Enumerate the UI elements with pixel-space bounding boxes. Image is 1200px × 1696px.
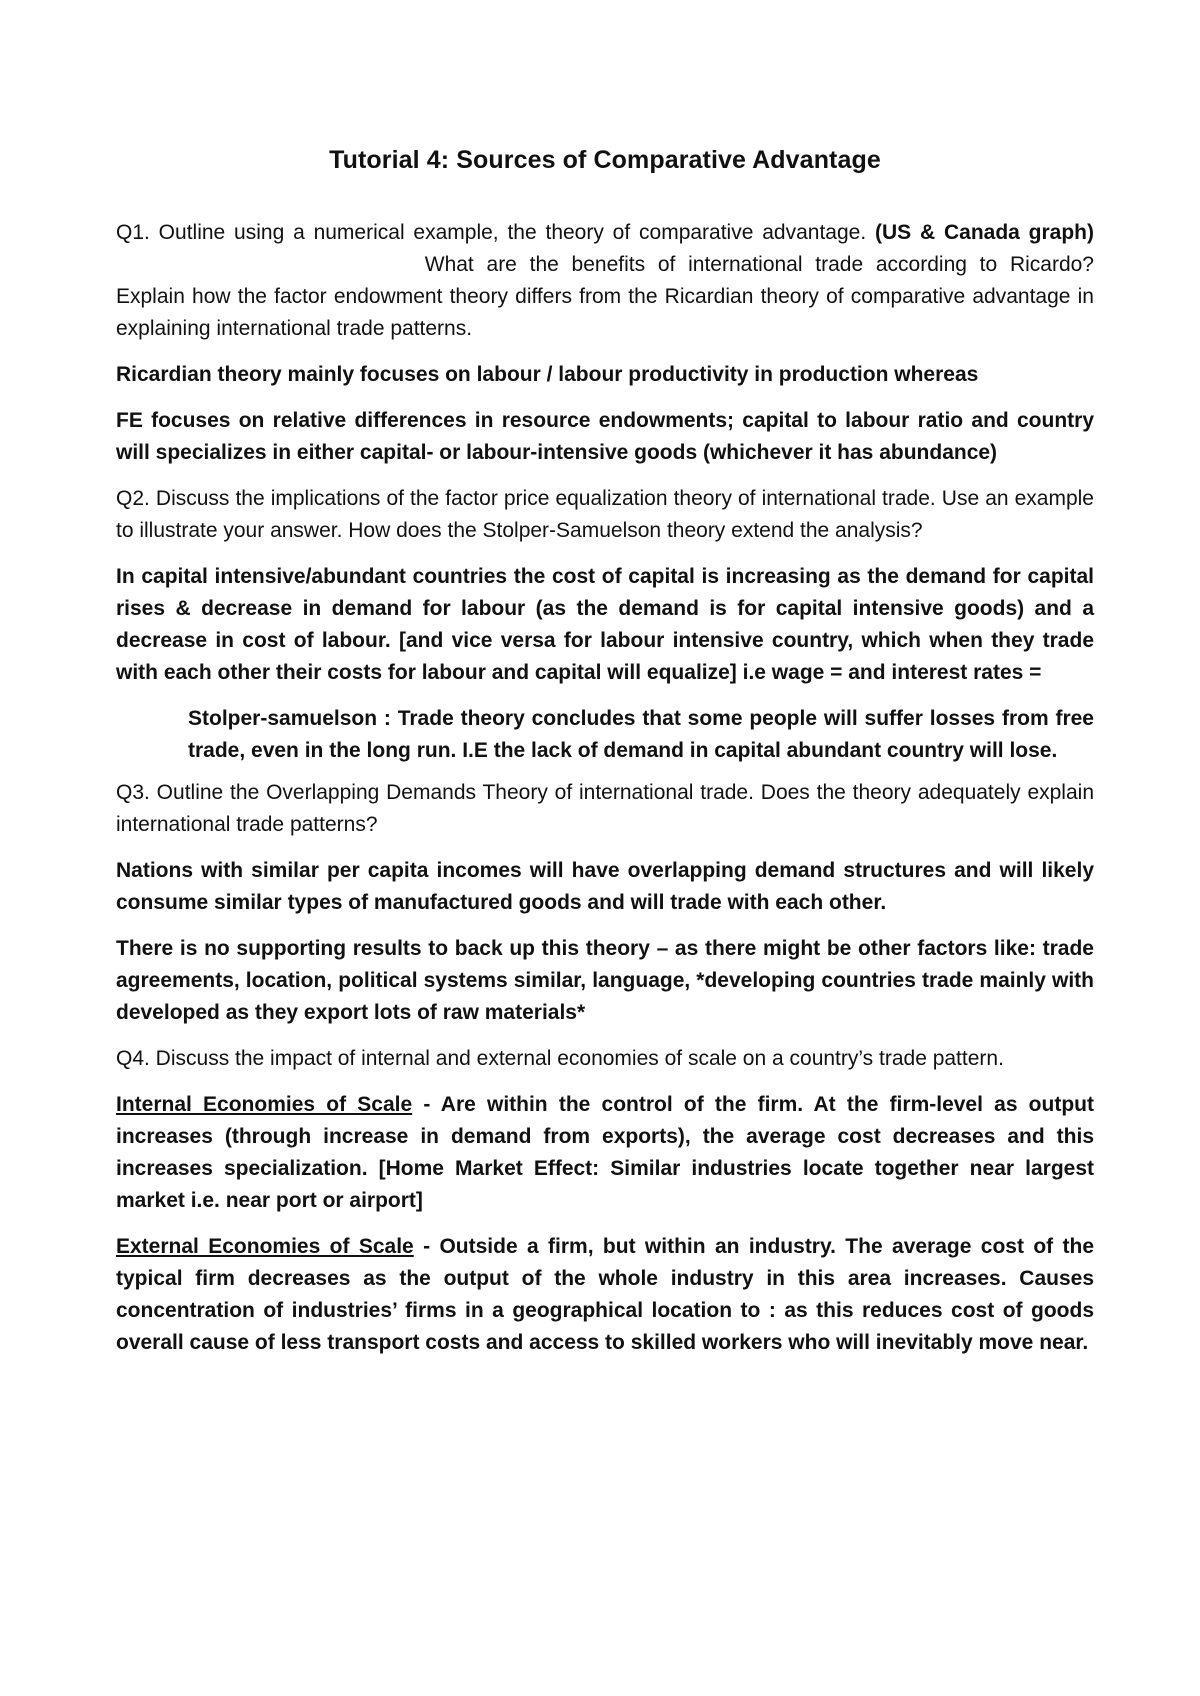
external-economies-text: - Outside a firm, but within an industry. The average cost of the typical firm decreases as the output of the whole industry in this area increases. Causes concentration of industries’ firms in a geographical location to : as this reduces cost of goods overall cause of less transport costs and access to skilled workers who will inevitably move near. bbox=[116, 1235, 1095, 1354]
question-2: Q2. Discuss the implications of the factor price equalization theory of international trade. Use an example to illustrate your answer. How does the Stolper-Samuelson theory extend the analysis? bbox=[116, 487, 1094, 542]
external-economies-heading: External Economies of Scale bbox=[116, 1235, 414, 1258]
question-3: Q3. Outline the Overlapping Demands Theory of international trade. Does the theory adequately explain international trade patterns? bbox=[116, 781, 1094, 836]
answer-4-paragraph-1 bbox=[116, 1089, 1094, 1217]
answer-1-paragraph-2: FE focuses on relative differences in resource endowments; capital to labour ratio and country will specializes in either capital- or labour-intensive goods (whichever it has abundance) bbox=[116, 409, 1094, 464]
internal-economies-text: - Are within the control of the firm. At the firm-level as output increases (through increase in demand from exports), the average cost decreases and this increases specialization. [Home Market Effect: Similar industries locate together near largest market i.e. near port or airport] bbox=[116, 1093, 1094, 1212]
document-title: Tutorial 4: Sources of Comparative Advantage bbox=[329, 146, 881, 174]
question-1 bbox=[116, 217, 1094, 345]
answer-3-paragraph-1: Nations with similar per capita incomes will have overlapping demand structures and will likely consume similar types of manufactured goods and will trade with each other. bbox=[116, 859, 1094, 914]
internal-economies-heading: Internal Economies of Scale bbox=[116, 1093, 413, 1116]
question-4: Q4. Discuss the impact of internal and external economies of scale on a country’s trade pattern. bbox=[116, 1047, 1004, 1070]
answer-1-paragraph-1: Ricardian theory mainly focuses on labour / labour productivity in production whereas bbox=[116, 363, 979, 386]
document-body bbox=[116, 146, 1094, 1359]
answer-4-paragraph-2 bbox=[116, 1231, 1094, 1359]
question-1-note: (US & Canada graph) bbox=[874, 221, 1094, 244]
answer-3-paragraph-2: There is no supporting results to back up this theory – as there might be other factors like: trade agreements, location, political systems similar, language, *developing countries trade mainly with developed as they export lots of raw materials* bbox=[116, 937, 1094, 1024]
question-1-part-1: Q1. Outline using a numerical example, the theory of comparative advantage. bbox=[116, 221, 867, 244]
answer-2-paragraph-1: In capital intensive/abundant countries the cost of capital is increasing as the demand for capital rises & decrease in demand for labour (as the demand is for capital intensive goods) and a decrease in cost of labour. [and vice versa for labour intensive country, which when they trade with each other their costs for labour and capital will equalize] i.e wage = and interest rates = bbox=[116, 565, 1094, 684]
question-1-part-2: What are the benefits of international trade according to Ricardo? Explain how the factor endowment theory differs from the Ricardian theory of comparative advantage in explaining international trade patterns. bbox=[116, 253, 1094, 340]
answer-2-paragraph-2: Stolper-samuelson : Trade theory concludes that some people will suffer losses from free trade, even in the long run. I.E the lack of demand in capital abundant country will lose. bbox=[188, 707, 1094, 762]
